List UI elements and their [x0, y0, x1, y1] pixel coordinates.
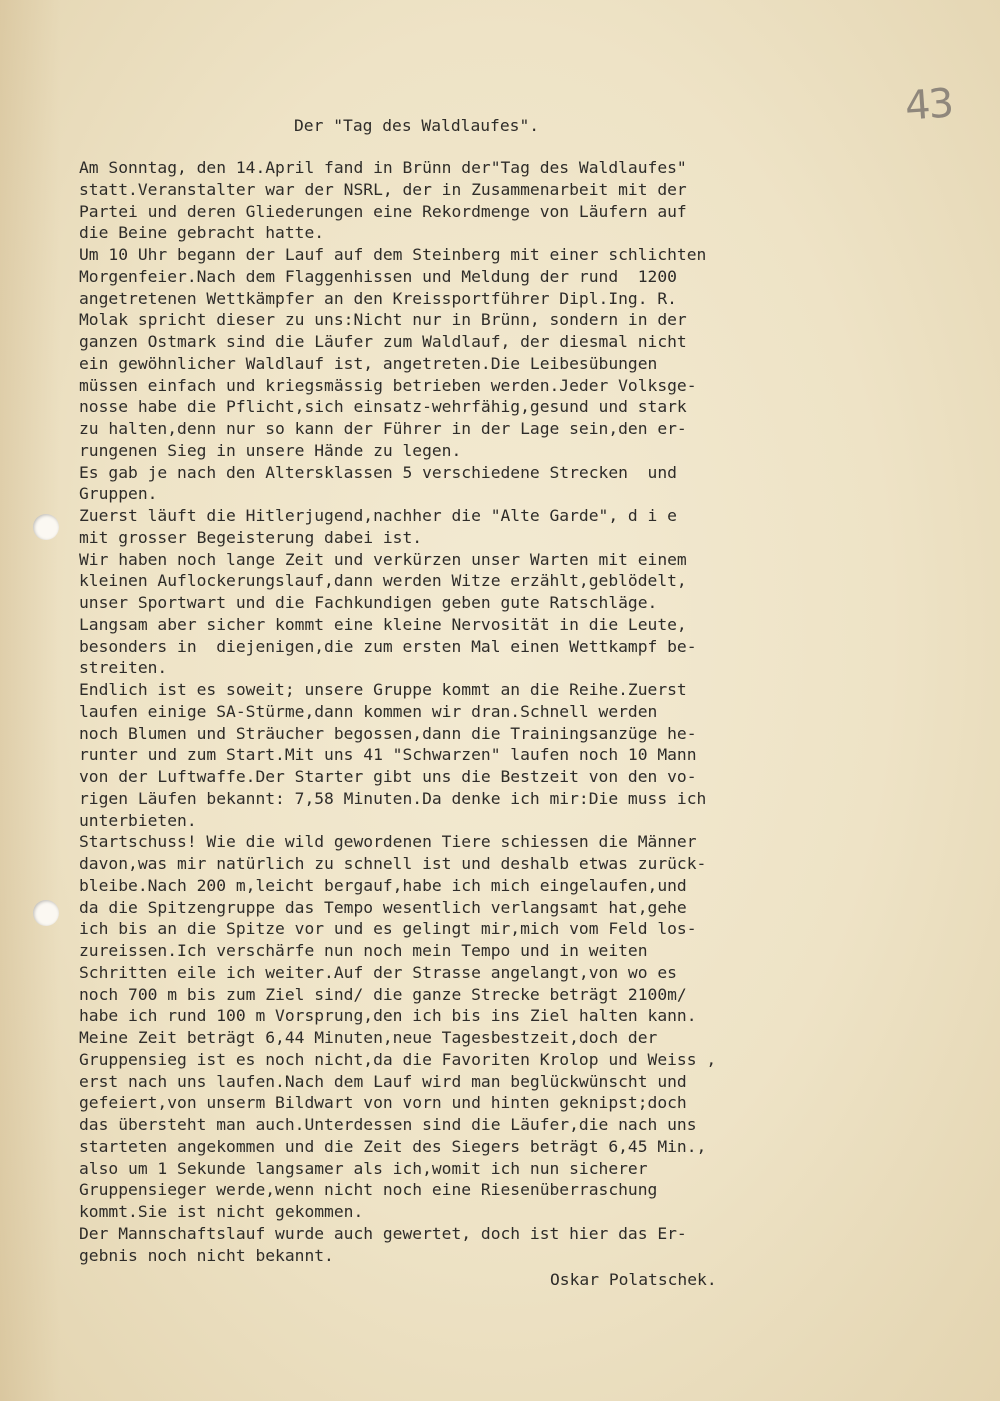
- text-line: rigen Läufen bekannt: 7,58 Minuten.Da denke ich mir:Die muss ich: [79, 788, 707, 808]
- text-line: noch Blumen und Sträucher begossen,dann die Trainingsanzüge he-: [79, 723, 697, 743]
- text-line: rungenen Sieg in unsere Hände zu legen.: [79, 440, 462, 460]
- text-line: die Beine gebracht hatte.: [79, 223, 325, 243]
- text-line: Zuerst läuft die Hitlerjugend,nachher die "Alte Garde", d i e: [79, 506, 677, 525]
- text-line: davon,was mir natürlich zu schnell ist und deshalb etwas zurück-: [79, 854, 707, 873]
- text-line: unser Sportwart und die Fachkundigen geben gute Ratschläge.: [79, 593, 658, 612]
- text-line: ganzen Ostmark sind die Läufer zum Waldlauf, der diesmal nicht: [79, 332, 687, 351]
- text-line: Langsam aber sicher kommt eine kleine Nervosität in die Leute,: [79, 614, 687, 634]
- text-line: Um 10 Uhr begann der Lauf auf dem Steinberg mit einer schlichten: [79, 245, 707, 264]
- text-line: Wir haben noch lange Zeit und verkürzen unser Warten mit einem: [79, 549, 687, 569]
- text-line: Partei und deren Gliederungen eine Rekordmenge von Läufern auf: [79, 201, 687, 221]
- text-line: starteten angekommen und die Zeit des Siegers beträgt 6,45 Min.,: [79, 1136, 707, 1156]
- text-line: von der Luftwaffe.Der Starter gibt uns die Bestzeit von den vo-: [79, 767, 697, 786]
- handwritten-page-number: 43: [903, 80, 954, 130]
- text-line: statt.Veranstalter war der NSRL, der in Zusammenarbeit mit der: [79, 179, 687, 199]
- text-line: Startschuss! Wie die wild gewordenen Tiere schiessen die Männer: [79, 832, 697, 852]
- paper-stain: [0, 0, 60, 1401]
- punch-hole-lower: [33, 900, 59, 926]
- text-line: angetretenen Wettkämpfer an den Kreissportführer Dipl.Ing. R.: [79, 288, 677, 308]
- text-line: Morgenfeier.Nach dem Flaggenhissen und Meldung der rund 1200: [79, 266, 677, 286]
- text-line: Gruppensieger werde,wenn nicht noch eine Riesenüberraschung: [79, 1180, 658, 1200]
- text-line: müssen einfach und kriegsmässig betrieben werden.Jeder Volksge-: [79, 375, 697, 395]
- text-line: bleibe.Nach 200 m,leicht bergauf,habe ich mich eingelaufen,und: [79, 875, 687, 895]
- text-line: also um 1 Sekunde langsamer als ich,womit ich nun sicherer: [79, 1158, 648, 1178]
- text-line: kommt.Sie ist nicht gekommen.: [79, 1202, 364, 1221]
- text-line: Endlich ist es soweit; unsere Gruppe kommt an die Reihe.Zuerst: [79, 680, 687, 699]
- punch-hole-upper: [33, 514, 59, 540]
- text-line: Am Sonntag, den 14.April fand in Brünn der"Tag des Waldlaufes": [79, 158, 687, 177]
- text-line: Gruppen.: [79, 484, 158, 504]
- document-body: [79, 157, 939, 1266]
- text-line: Gruppensieg ist es noch nicht,da die Favoriten Krolop und Weiss ,: [79, 1049, 717, 1069]
- author-signature: Oskar Polatschek.: [550, 1270, 717, 1289]
- text-line: da die Spitzengruppe das Tempo wesentlich verlangsamt hat,gehe: [79, 897, 687, 917]
- text-line: ein gewöhnlicher Waldlauf ist, angetreten.Die Leibesübungen: [79, 353, 658, 373]
- text-line: gebnis noch nicht bekannt.: [79, 1245, 334, 1265]
- text-line: Es gab je nach den Altersklassen 5 verschiedene Strecken und: [79, 462, 677, 482]
- text-line: kleinen Auflockerungslauf,dann werden Witze erzählt,geblödelt,: [79, 571, 687, 591]
- text-line: nosse habe die Pflicht,sich einsatz-wehrfähig,gesund und stark: [79, 397, 687, 417]
- text-line: erst nach uns laufen.Nach dem Lauf wird man beglückwünscht und: [79, 1071, 687, 1091]
- text-line: Meine Zeit beträgt 6,44 Minuten,neue Tagesbestzeit,doch der: [79, 1028, 658, 1047]
- text-line: gefeiert,von unserm Bildwart von vorn und hinten geknipst;doch: [79, 1093, 687, 1113]
- text-line: zureissen.Ich verschärfe nun noch mein Tempo und in weiten: [79, 941, 648, 960]
- text-line: ich bis an die Spitze vor und es gelingt mir,mich vom Feld los-: [79, 919, 697, 939]
- text-line: habe ich rund 100 m Vorsprung,den ich bis ins Ziel halten kann.: [79, 1006, 697, 1026]
- text-line: unterbieten.: [79, 810, 197, 830]
- text-line: runter und zum Start.Mit uns 41 "Schwarzen" laufen noch 10 Mann: [79, 745, 697, 765]
- text-line: noch 700 m bis zum Ziel sind/ die ganze Strecke beträgt 2100m/: [79, 984, 687, 1004]
- text-line: Der Mannschaftslauf wurde auch gewertet, doch ist hier das Er-: [79, 1223, 687, 1243]
- text-line: Schritten eile ich weiter.Auf der Strasse angelangt,von wo es: [79, 962, 677, 982]
- text-line: streiten.: [79, 658, 168, 678]
- text-line: zu halten,denn nur so kann der Führer in der Lage sein,den er-: [79, 419, 687, 438]
- text-line: besonders in diejenigen,die zum ersten Mal einen Wettkampf be-: [79, 636, 697, 656]
- document-title: Der "Tag des Waldlaufes".: [294, 116, 540, 135]
- text-line: laufen einige SA-Stürme,dann kommen wir dran.Schnell werden: [79, 701, 658, 721]
- text-line: das übersteht man auch.Unterdessen sind die Läufer,die nach uns: [79, 1115, 697, 1134]
- text-line: Molak spricht dieser zu uns:Nicht nur in Brünn, sondern in der: [79, 310, 687, 330]
- text-line: mit grosser Begeisterung dabei ist.: [79, 527, 423, 547]
